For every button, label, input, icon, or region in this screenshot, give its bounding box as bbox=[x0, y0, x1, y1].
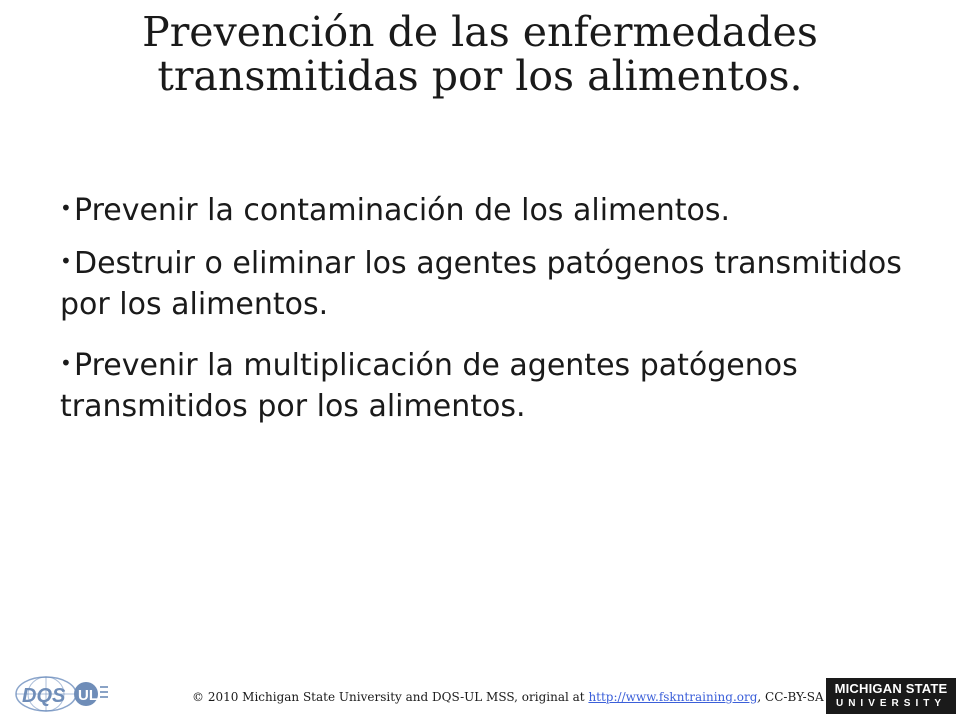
svg-text:UL: UL bbox=[78, 687, 98, 704]
bullet-item bbox=[60, 345, 920, 427]
msu-logo bbox=[826, 678, 956, 714]
dqs-ul-logo bbox=[12, 674, 110, 714]
slide-title bbox=[40, 10, 920, 98]
copyright-credit bbox=[192, 690, 824, 704]
title-line-2: transmitidas por los alimentos. bbox=[157, 52, 803, 100]
credit-suffix: , CC-BY-SA bbox=[757, 690, 824, 704]
bullet-marker: • bbox=[60, 196, 72, 220]
slide-footer bbox=[0, 670, 960, 720]
bullet-marker: • bbox=[60, 249, 72, 273]
bullet-item bbox=[60, 243, 920, 325]
svg-text:DQS: DQS bbox=[22, 685, 66, 707]
training-link[interactable]: http://www.fskntraining.org bbox=[588, 690, 758, 704]
bullet-item bbox=[60, 190, 920, 231]
credit-prefix: © 2010 Michigan State University and DQS-UL MSS, original at bbox=[192, 690, 585, 704]
bullet-list bbox=[60, 190, 920, 441]
msu-logo-line-1: MICHIGAN STATE bbox=[834, 681, 948, 696]
title-line-1: Prevención de las enfermedades bbox=[142, 8, 818, 56]
bullet-marker: • bbox=[60, 351, 72, 375]
bullet-text: Destruir o eliminar los agentes patógenos transmitidos por los alimentos. bbox=[60, 246, 902, 322]
bullet-text: Prevenir la multiplicación de agentes patógenos transmitidos por los alimentos. bbox=[60, 348, 798, 424]
msu-logo-line-2: UNIVERSITY bbox=[835, 698, 946, 709]
bullet-text: Prevenir la contaminación de los alimentos. bbox=[74, 193, 731, 228]
